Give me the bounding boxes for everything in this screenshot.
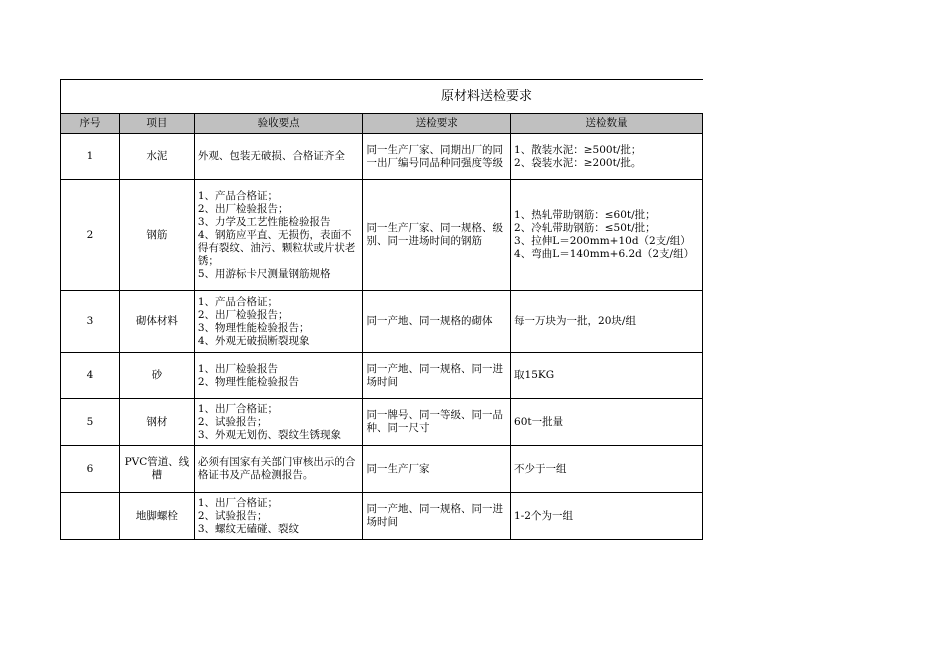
cell-points[interactable]: 必须有国家有关部门审核出示的合格证书及产品检测报告。 <box>194 446 363 493</box>
table-row <box>61 446 703 493</box>
cell-quantity[interactable]: 1、热轧带助钢筋：≤60t/批； 2、冷轧带助钢筋：≤50t/批； 3、拉伸L＝200mm+10d（2支/组） 4、弯曲L＝140mm+6.2d（2支/组） <box>511 180 703 291</box>
cell-requirement[interactable]: 同一生产厂家、同一规格、级别、同一进场时间的钢筋 <box>363 180 511 291</box>
cell-item[interactable]: 砌体材料 <box>120 291 195 353</box>
table-row <box>61 134 703 180</box>
cell-item[interactable]: 钢筋 <box>120 180 195 291</box>
cell-seq[interactable]: 5 <box>61 399 120 446</box>
header-points[interactable]: 验收要点 <box>194 114 363 134</box>
header-row <box>61 114 703 134</box>
header-seq[interactable]: 序号 <box>61 114 120 134</box>
cell-quantity[interactable]: 1-2个为一组 <box>511 493 703 540</box>
table-row <box>61 180 703 291</box>
table-row <box>61 493 703 540</box>
cell-seq[interactable]: 4 <box>61 353 120 399</box>
cell-requirement[interactable]: 同一生产厂家 <box>363 446 511 493</box>
cell-item[interactable]: 钢材 <box>120 399 195 446</box>
cell-quantity[interactable]: 60t一批量 <box>511 399 703 446</box>
table-row <box>61 353 703 399</box>
sheet-title[interactable]: 原材料送检要求 <box>61 80 703 114</box>
cell-points[interactable]: 1、出厂合格证； 2、试验报告； 3、螺纹无磕碰、裂纹 <box>194 493 363 540</box>
cell-item[interactable]: 砂 <box>120 353 195 399</box>
cell-points[interactable]: 1、产品合格证； 2、出厂检验报告； 3、力学及工艺性能检验报告 4、钢筋应平直、无损伤，表面不得有裂纹、油污、颗粒状或片状老锈； 5、用游标卡尺测量钢筋规格 <box>194 180 363 291</box>
cell-points[interactable]: 1、出厂检验报告 2、物理性能检验报告 <box>194 353 363 399</box>
cell-seq[interactable]: 2 <box>61 180 120 291</box>
cell-points[interactable]: 1、产品合格证； 2、出厂检验报告； 3、物理性能检验报告； 4、外观无破损断裂现象 <box>194 291 363 353</box>
cell-seq[interactable] <box>61 493 120 540</box>
cell-item[interactable]: PVC管道、线槽 <box>120 446 195 493</box>
cell-item[interactable]: 地脚螺栓 <box>120 493 195 540</box>
cell-seq[interactable]: 6 <box>61 446 120 493</box>
table-row <box>61 291 703 353</box>
cell-seq[interactable]: 3 <box>61 291 120 353</box>
header-requirement[interactable]: 送检要求 <box>363 114 511 134</box>
cell-requirement[interactable]: 同一产地、同一规格、同一进场时间 <box>363 353 511 399</box>
cell-requirement[interactable]: 同一生产厂家、同期出厂的同一出厂编号同品种同强度等级 <box>363 134 511 180</box>
inspection-table <box>60 79 703 540</box>
cell-points[interactable]: 外观、包装无破损、合格证齐全 <box>194 134 363 180</box>
cell-item[interactable]: 水泥 <box>120 134 195 180</box>
cell-points[interactable]: 1、出厂合格证； 2、试验报告； 3、外观无划伤、裂纹生锈现象 <box>194 399 363 446</box>
header-item[interactable]: 项目 <box>120 114 195 134</box>
cell-quantity[interactable]: 每一万块为一批，20块/组 <box>511 291 703 353</box>
cell-requirement[interactable]: 同一产地、同一规格、同一进场时间 <box>363 493 511 540</box>
cell-quantity[interactable]: 取15KG <box>511 353 703 399</box>
cell-quantity[interactable]: 1、散装水泥：≥500t/批； 2、袋装水泥：≥200t/批。 <box>511 134 703 180</box>
table-row <box>61 399 703 446</box>
title-row <box>61 80 703 114</box>
header-quantity[interactable]: 送检数量 <box>511 114 703 134</box>
cell-requirement[interactable]: 同一牌号、同一等级、同一品种、同一尺寸 <box>363 399 511 446</box>
cell-requirement[interactable]: 同一产地、同一规格的砌体 <box>363 291 511 353</box>
cell-quantity[interactable]: 不少于一组 <box>511 446 703 493</box>
cell-seq[interactable]: 1 <box>61 134 120 180</box>
